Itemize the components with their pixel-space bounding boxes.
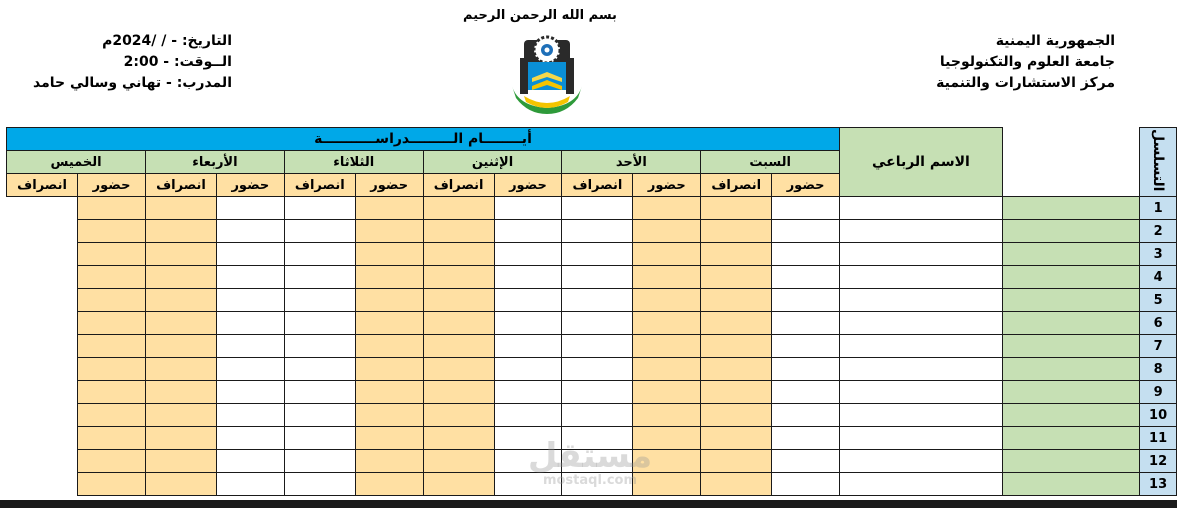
- attendance-cell[interactable]: [145, 243, 216, 266]
- sub-header-attendance: حضور: [355, 174, 423, 197]
- departure-cell[interactable]: [78, 381, 146, 404]
- departure-cell[interactable]: [633, 404, 701, 427]
- name-cell[interactable]: [1002, 381, 1139, 404]
- attendance-cell[interactable]: [284, 197, 355, 220]
- attendance-cell[interactable]: [284, 335, 355, 358]
- name-cell[interactable]: [1002, 358, 1139, 381]
- departure-cell[interactable]: [216, 381, 284, 404]
- attendance-cell[interactable]: [284, 312, 355, 335]
- attendance-cell[interactable]: [284, 358, 355, 381]
- attendance-cell[interactable]: [562, 197, 633, 220]
- study-days-title: أيــــــــام الـــــــــدراســـــــــــة: [7, 128, 840, 151]
- name-header: الاسم الرباعي: [840, 128, 1003, 197]
- name-cell[interactable]: [1002, 289, 1139, 312]
- attendance-cell[interactable]: [145, 427, 216, 450]
- attendance-cell[interactable]: [701, 197, 772, 220]
- attendance-cell[interactable]: [145, 220, 216, 243]
- departure-cell[interactable]: [216, 358, 284, 381]
- row-number: 8: [1140, 358, 1177, 381]
- departure-cell[interactable]: [494, 404, 562, 427]
- departure-cell[interactable]: [494, 289, 562, 312]
- attendance-cell[interactable]: [840, 427, 1003, 450]
- name-cell[interactable]: [1002, 404, 1139, 427]
- departure-cell[interactable]: [355, 473, 423, 496]
- departure-cell[interactable]: [78, 358, 146, 381]
- attendance-cell[interactable]: [145, 450, 216, 473]
- attendance-cell[interactable]: [701, 266, 772, 289]
- table-row: [7, 381, 1177, 404]
- departure-cell[interactable]: [772, 220, 840, 243]
- name-cell[interactable]: [1002, 335, 1139, 358]
- departure-cell[interactable]: [494, 243, 562, 266]
- departure-cell[interactable]: [494, 358, 562, 381]
- name-cell[interactable]: [1002, 427, 1139, 450]
- bismillah: بسم الله الرحمن الرحيم: [463, 8, 617, 23]
- time-field: الــوقت: - 2:00: [123, 54, 232, 70]
- attendance-cell[interactable]: [423, 289, 494, 312]
- attendance-cell[interactable]: [840, 335, 1003, 358]
- attendance-cell[interactable]: [423, 266, 494, 289]
- attendance-cell[interactable]: [145, 358, 216, 381]
- attendance-cell[interactable]: [145, 381, 216, 404]
- sub-header-attendance: حضور: [216, 174, 284, 197]
- departure-cell[interactable]: [355, 427, 423, 450]
- departure-cell[interactable]: [355, 197, 423, 220]
- sub-header-departure: انصراف: [562, 174, 633, 197]
- institution-header: [936, 31, 1115, 94]
- day-header-tuesday: الثلاثاء: [284, 151, 423, 174]
- attendance-cell[interactable]: [284, 427, 355, 450]
- bottom-bar: [0, 500, 1177, 508]
- sub-header-attendance: حضور: [772, 174, 840, 197]
- attendance-cell[interactable]: [840, 404, 1003, 427]
- attendance-cell[interactable]: [145, 404, 216, 427]
- row-number: 7: [1140, 335, 1177, 358]
- departure-cell[interactable]: [772, 404, 840, 427]
- departure-cell[interactable]: [772, 473, 840, 496]
- departure-cell[interactable]: [216, 404, 284, 427]
- table-row: [7, 358, 1177, 381]
- departure-cell[interactable]: [78, 243, 146, 266]
- attendance-cell[interactable]: [840, 220, 1003, 243]
- session-info: [33, 31, 232, 94]
- name-cell[interactable]: [1002, 266, 1139, 289]
- watermark-main: مستقل: [527, 436, 653, 476]
- departure-cell[interactable]: [78, 473, 146, 496]
- attendance-cell[interactable]: [562, 404, 633, 427]
- attendance-cell[interactable]: [562, 289, 633, 312]
- departure-cell[interactable]: [78, 197, 146, 220]
- sub-header-departure: انصراف: [284, 174, 355, 197]
- attendance-cell[interactable]: [562, 220, 633, 243]
- attendance-cell[interactable]: [701, 473, 772, 496]
- attendance-cell[interactable]: [423, 358, 494, 381]
- row-number: 1: [1140, 197, 1177, 220]
- attendance-cell[interactable]: [423, 473, 494, 496]
- attendance-cell[interactable]: [284, 473, 355, 496]
- center-name: مركز الاستشارات والتنمية: [936, 75, 1115, 91]
- day-header-saturday: السبت: [701, 151, 840, 174]
- departure-cell[interactable]: [494, 220, 562, 243]
- departure-cell[interactable]: [494, 381, 562, 404]
- attendance-cell[interactable]: [423, 243, 494, 266]
- departure-cell[interactable]: [216, 243, 284, 266]
- attendance-cell[interactable]: [423, 404, 494, 427]
- departure-cell[interactable]: [494, 335, 562, 358]
- sub-header-departure: انصراف: [701, 174, 772, 197]
- university-logo: [506, 28, 588, 116]
- table-row: [7, 335, 1177, 358]
- attendance-cell[interactable]: [562, 381, 633, 404]
- sub-header-departure: انصراف: [145, 174, 216, 197]
- attendance-cell[interactable]: [840, 312, 1003, 335]
- row-number: 13: [1140, 473, 1177, 496]
- row-number: 4: [1140, 266, 1177, 289]
- attendance-cell[interactable]: [145, 266, 216, 289]
- departure-cell[interactable]: [78, 427, 146, 450]
- day-header-monday: الإثنين: [423, 151, 562, 174]
- attendance-cell[interactable]: [562, 358, 633, 381]
- name-cell[interactable]: [1002, 450, 1139, 473]
- departure-cell[interactable]: [216, 450, 284, 473]
- attendance-cell[interactable]: [840, 473, 1003, 496]
- departure-cell[interactable]: [355, 312, 423, 335]
- departure-cell[interactable]: [355, 243, 423, 266]
- attendance-cell[interactable]: [840, 450, 1003, 473]
- departure-cell[interactable]: [772, 450, 840, 473]
- attendance-cell[interactable]: [701, 381, 772, 404]
- attendance-cell[interactable]: [701, 358, 772, 381]
- departure-cell[interactable]: [355, 358, 423, 381]
- row-number: 10: [1140, 404, 1177, 427]
- attendance-cell[interactable]: [423, 427, 494, 450]
- departure-cell[interactable]: [78, 335, 146, 358]
- attendance-cell[interactable]: [840, 358, 1003, 381]
- attendance-cell[interactable]: [840, 381, 1003, 404]
- day-header-sunday: الأحد: [562, 151, 701, 174]
- departure-cell[interactable]: [633, 266, 701, 289]
- attendance-cell[interactable]: [284, 243, 355, 266]
- departure-cell[interactable]: [494, 197, 562, 220]
- attendance-cell[interactable]: [423, 381, 494, 404]
- departure-cell[interactable]: [633, 312, 701, 335]
- attendance-cell[interactable]: [423, 220, 494, 243]
- day-header-thursday: الخميس: [7, 151, 146, 174]
- attendance-cell[interactable]: [701, 243, 772, 266]
- attendance-cell[interactable]: [423, 312, 494, 335]
- attendance-cell[interactable]: [284, 381, 355, 404]
- departure-cell[interactable]: [355, 404, 423, 427]
- departure-cell[interactable]: [216, 266, 284, 289]
- table-row: [7, 197, 1177, 220]
- name-cell[interactable]: [1002, 473, 1139, 496]
- row-number: 5: [1140, 289, 1177, 312]
- column-gap: [1002, 128, 1139, 197]
- row-number: 12: [1140, 450, 1177, 473]
- table-row: [7, 404, 1177, 427]
- attendance-cell[interactable]: [562, 335, 633, 358]
- departure-cell[interactable]: [216, 220, 284, 243]
- attendance-cell[interactable]: [562, 243, 633, 266]
- attendance-cell[interactable]: [701, 404, 772, 427]
- departure-cell[interactable]: [216, 473, 284, 496]
- attendance-cell[interactable]: [145, 473, 216, 496]
- name-cell[interactable]: [1002, 220, 1139, 243]
- departure-cell[interactable]: [772, 197, 840, 220]
- departure-cell[interactable]: [355, 335, 423, 358]
- departure-cell[interactable]: [355, 289, 423, 312]
- table-row: [7, 266, 1177, 289]
- attendance-cell[interactable]: [145, 197, 216, 220]
- watermark-sub: mostaql.com: [542, 473, 638, 488]
- departure-cell[interactable]: [78, 220, 146, 243]
- serial-header: التسلسل: [1140, 128, 1177, 197]
- departure-cell[interactable]: [772, 335, 840, 358]
- attendance-cell[interactable]: [840, 197, 1003, 220]
- row-number: 6: [1140, 312, 1177, 335]
- departure-cell[interactable]: [772, 427, 840, 450]
- country-name: الجمهورية اليمنية: [995, 33, 1115, 49]
- row-number: 11: [1140, 427, 1177, 450]
- name-cell[interactable]: [1002, 243, 1139, 266]
- departure-cell[interactable]: [633, 358, 701, 381]
- departure-cell[interactable]: [355, 381, 423, 404]
- university-name: جامعة العلوم والتكنولوجيا: [939, 54, 1115, 70]
- departure-cell[interactable]: [78, 266, 146, 289]
- attendance-cell[interactable]: [284, 266, 355, 289]
- sub-header-departure: انصراف: [423, 174, 494, 197]
- departure-cell[interactable]: [772, 312, 840, 335]
- attendance-cell[interactable]: [145, 289, 216, 312]
- trainer-field: المدرب: - تهاني وسالي حامد: [33, 75, 232, 91]
- sub-header-attendance: حضور: [633, 174, 701, 197]
- sub-header-attendance: حضور: [494, 174, 562, 197]
- attendance-cell[interactable]: [701, 427, 772, 450]
- departure-cell[interactable]: [772, 289, 840, 312]
- table-row: [7, 243, 1177, 266]
- name-cell[interactable]: [1002, 312, 1139, 335]
- table-row: [7, 220, 1177, 243]
- departure-cell[interactable]: [772, 266, 840, 289]
- departure-cell[interactable]: [78, 450, 146, 473]
- table-row: [7, 289, 1177, 312]
- departure-cell[interactable]: [772, 381, 840, 404]
- attendance-cell[interactable]: [562, 266, 633, 289]
- departure-cell[interactable]: [355, 220, 423, 243]
- departure-cell[interactable]: [494, 266, 562, 289]
- attendance-cell[interactable]: [840, 243, 1003, 266]
- departure-cell[interactable]: [355, 266, 423, 289]
- departure-cell[interactable]: [78, 312, 146, 335]
- departure-cell[interactable]: [78, 289, 146, 312]
- attendance-cell[interactable]: [284, 220, 355, 243]
- attendance-cell[interactable]: [284, 289, 355, 312]
- attendance-cell[interactable]: [562, 312, 633, 335]
- departure-cell[interactable]: [355, 450, 423, 473]
- attendance-cell[interactable]: [701, 289, 772, 312]
- departure-cell[interactable]: [633, 289, 701, 312]
- departure-cell[interactable]: [772, 243, 840, 266]
- attendance-cell[interactable]: [284, 404, 355, 427]
- row-number: 9: [1140, 381, 1177, 404]
- sub-header-attendance: حضور: [78, 174, 146, 197]
- attendance-cell[interactable]: [840, 266, 1003, 289]
- departure-cell[interactable]: [633, 243, 701, 266]
- attendance-cell[interactable]: [840, 289, 1003, 312]
- departure-cell[interactable]: [633, 381, 701, 404]
- day-header-wednesday: الأربعاء: [145, 151, 284, 174]
- attendance-cell[interactable]: [701, 450, 772, 473]
- departure-cell[interactable]: [633, 197, 701, 220]
- attendance-cell[interactable]: [284, 450, 355, 473]
- departure-cell[interactable]: [216, 289, 284, 312]
- sub-header-departure: انصراف: [7, 174, 78, 197]
- attendance-cell[interactable]: [701, 335, 772, 358]
- row-number: 2: [1140, 220, 1177, 243]
- departure-cell[interactable]: [494, 312, 562, 335]
- departure-cell[interactable]: [633, 220, 701, 243]
- departure-cell[interactable]: [216, 197, 284, 220]
- attendance-cell[interactable]: [145, 312, 216, 335]
- attendance-cell[interactable]: [145, 335, 216, 358]
- watermark: [520, 438, 660, 488]
- departure-cell[interactable]: [772, 358, 840, 381]
- row-number: 3: [1140, 243, 1177, 266]
- departure-cell[interactable]: [633, 335, 701, 358]
- attendance-cell[interactable]: [423, 335, 494, 358]
- attendance-cell[interactable]: [701, 220, 772, 243]
- attendance-cell[interactable]: [701, 312, 772, 335]
- departure-cell[interactable]: [216, 312, 284, 335]
- departure-cell[interactable]: [78, 404, 146, 427]
- attendance-cell[interactable]: [423, 197, 494, 220]
- date-field: التاريخ: - / /2024م: [102, 33, 232, 49]
- attendance-cell[interactable]: [423, 450, 494, 473]
- departure-cell[interactable]: [216, 335, 284, 358]
- table-row: [7, 312, 1177, 335]
- name-cell[interactable]: [1002, 197, 1139, 220]
- departure-cell[interactable]: [216, 427, 284, 450]
